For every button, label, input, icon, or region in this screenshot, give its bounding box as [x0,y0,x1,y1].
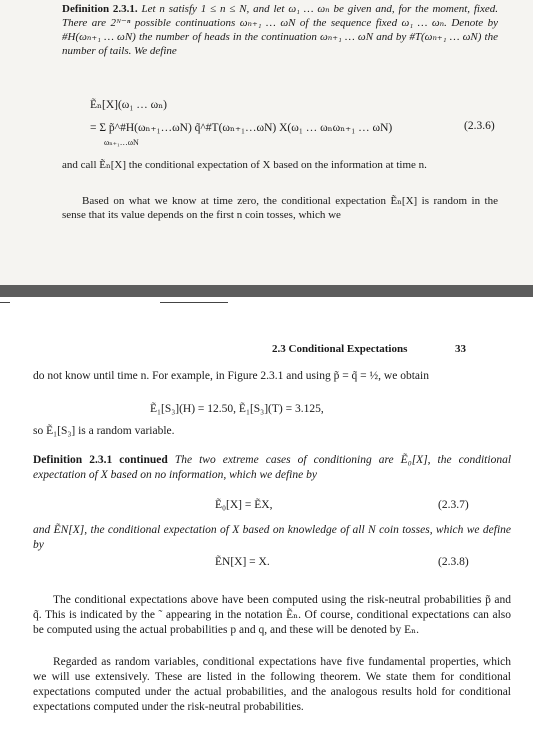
paragraph-random-variable: so Ẽ₁[S₃] is a random variable. [33,425,175,437]
page-33 [0,303,533,741]
definition-continued-text: The two extreme cases of conditioning are Ẽ₀[X], the conditional expectation of X based on no information, which we define by [33,454,512,481]
definition-continued-label: Definition 2.3.1 continued [33,454,168,466]
paragraph-example: do not know until time n. For example, in Figure 2.3.1 and using p̃ = q̃ = ½, we obtain [33,370,429,382]
after-equation-text: and call Ẽₙ[X] the conditional expectation of X based on the information at time n. [62,159,427,171]
definition-label: Definition 2.3.1. [62,3,138,15]
running-header-title: 2.3 Conditional Expectations [272,343,408,355]
definition-text: Let n satisfy 1 ≤ n ≤ N, and let ω₁ … ωₙ be given and, for the moment, fixed. There are 2ᴺ⁻ⁿ possible continuations ωₙ₊₁ … ωN of the sequence fixed ω₁ … ωₙ. Denote by #H(ωₙ₊₁ … ωN) the number of heads in the continuation ωₙ₊₁ … ωN and by #T(ωₙ₊₁ … ωN) the number of tails. We define [62,3,498,57]
equation-rhs: = Σ p̃^#H(ωₙ₊₁…ωN) q̃^#T(ωₙ₊₁…ωN) X(ω₁ … ωₙωₙ₊₁ … ωN) [90,122,393,134]
definition-2-3-1 [62,2,498,58]
top-page [0,0,533,285]
equation-example: Ẽ₁[S₃](H) = 12.50, Ẽ₁[S₃](T) = 3.125, [150,403,324,415]
paragraph-properties: Regarded as random variables, conditional expectations have five fundamental properties, which we will use extensively. These are listed in the following theorem. We state them for conditional expectations computed under the actual probabilities, and the analogous results hold for conditional expectations computed under the risk-neutral probabilities. [33,656,511,713]
paragraph-risk-neutral: The conditional expectations above have been computed using the risk-neutral probabilities p̃ and q̃. This is indicated by the ˜ appearing in the notation Ẽₙ. Of course, conditional expectations can also be computed using the actual probabilities p and q, and these will be denoted by Eₙ. [33,594,511,636]
page-separator-band [0,285,533,297]
definition-continued-text-2: and ẼN[X], the conditional expectation of X based on knowledge of all N coin tosses, which we define by [33,524,511,551]
equation-lhs: Ẽₙ[X](ω₁ … ωₙ) [90,99,167,111]
equation-sum-subscript: ωₙ₊₁…ωN [104,138,139,147]
page-number: 33 [455,343,466,355]
equation-number-2-3-7: (2.3.7) [438,499,469,511]
equation-number-2-3-6: (2.3.6) [464,120,495,132]
equation-2-3-7: Ẽ₀[X] = ẼX, [215,499,273,511]
definition-continued [33,453,511,483]
top-paragraph: Based on what we know at time zero, the conditional expectation Ẽₙ[X] is random in the sense that its value depends on the first n coin tosses, which we [62,195,498,221]
equation-number-2-3-8: (2.3.8) [438,556,469,568]
equation-2-3-8: ẼN[X] = X. [215,556,270,568]
